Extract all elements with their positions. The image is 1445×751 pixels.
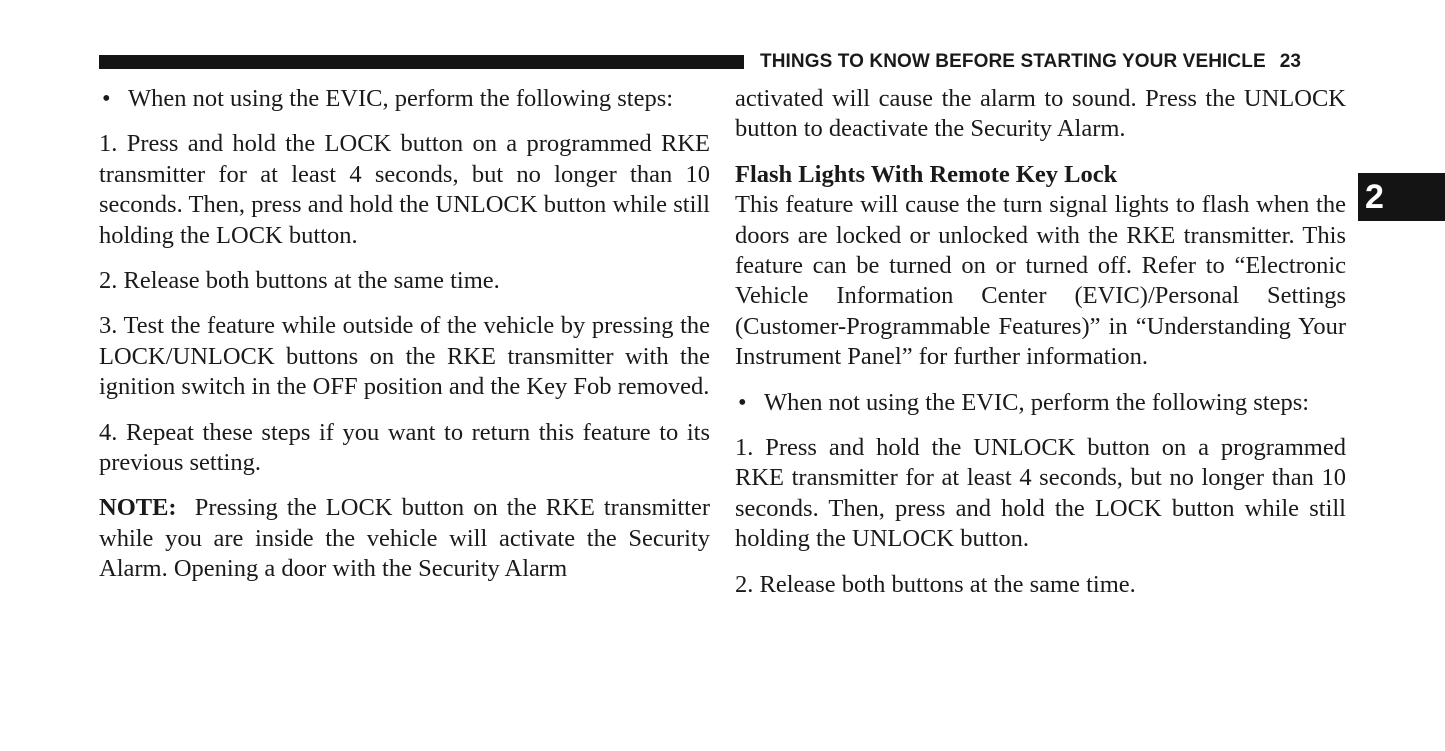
header-rule: [99, 55, 744, 69]
note-paragraph: [99, 493, 710, 584]
continued-paragraph: activated will cause the alarm to sound. Press the UNLOCK button to deactivate the Security Alarm.: [735, 85, 1346, 143]
bullet-item: • When not using the EVIC, perform the following steps:: [99, 84, 710, 114]
note-label: NOTE:: [99, 494, 177, 522]
step-1: 1. Press and hold the LOCK button on a programmed RKE transmitter for at least 4 seconds, but no longer than 10 seconds. Then, press and hold the UNLOCK button while still holding the LOCK button.: [99, 130, 710, 249]
step-2: 2. Release both buttons at the same time.: [99, 267, 500, 295]
bullet-item: • When not using the EVIC, perform the following steps:: [735, 388, 1346, 418]
section-heading: Flash Lights With Remote Key Lock: [735, 160, 1118, 188]
note-text: Pressing the LOCK button on the RKE transmitter while you are inside the vehicle will activate the Security Alarm. Opening a door with the Security Alarm: [99, 494, 710, 583]
left-column: [99, 84, 710, 600]
step-1: 1. Press and hold the UNLOCK button on a programmed RKE transmitter for at least 4 seconds, but no longer than 10 seconds. Then, press and hold the LOCK button while still holding the UNLOCK button.: [735, 434, 1346, 553]
header-title: THINGS TO KNOW BEFORE STARTING YOUR VEHICLE: [760, 51, 1266, 72]
step-2: 2. Release both buttons at the same time.: [735, 570, 1136, 598]
chapter-number: 2: [1365, 178, 1384, 216]
step-4: 4. Repeat these steps if you want to return this feature to its previous setting.: [99, 418, 710, 477]
step-3: 3. Test the feature while outside of the vehicle by pressing the LOCK/UNLOCK buttons on the RKE transmitter with the ignition switch in the OFF position and the Key Fob removed.: [99, 312, 710, 401]
right-column: [735, 84, 1346, 615]
chapter-tab: [1358, 173, 1445, 221]
description-paragraph: This feature will cause the turn signal lights to flash when the doors are locked or unlocked with the RKE transmitter. This feature can be turned on or turned off. Refer to “Electronic Vehicle Information Center (EVIC)/Personal Settings (Customer-Programmable Features)” in “Understanding Your Instrument Panel” for further information.: [735, 191, 1346, 371]
page-number: 23: [1279, 51, 1302, 72]
running-header: [760, 51, 1347, 73]
